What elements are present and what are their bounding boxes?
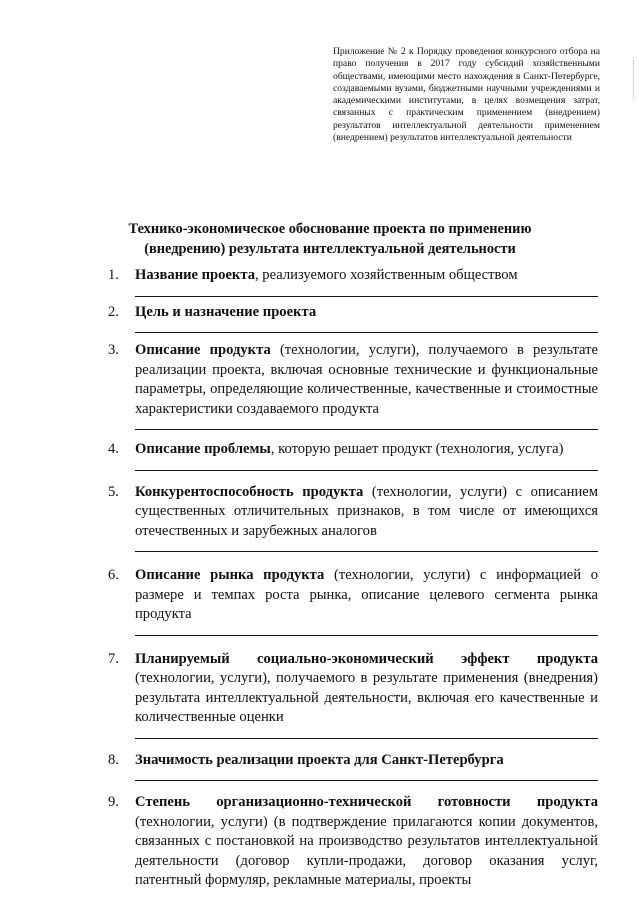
scan-edge-mark — [632, 60, 634, 100]
item-number: 4. — [108, 441, 119, 457]
list-item — [108, 266, 598, 286]
list-item — [108, 566, 598, 625]
answer-line — [135, 470, 598, 471]
item-number: 2. — [108, 303, 119, 320]
item-number: 3. — [108, 342, 119, 358]
answer-line — [135, 429, 598, 430]
item-number: 6. — [108, 567, 119, 583]
list-item — [108, 341, 598, 419]
list-item — [108, 303, 598, 323]
item-heading: Значимость реализации проекта для Санкт-Петербурга — [135, 751, 504, 768]
appendix-note: Приложение № 2 к Порядку проведения конкурсного отбора на право получения в 2017 году субсидий хозяйственными обществами, имеющими место нахождения в Санкт-Петербурге, создаваемыми вузами, бюджетными научными учреждениями и академическими институтами, в целях возмещения затрат, связанных с практическим применением (внедрением) результатов интеллектуальной деятельности применением (внедрением) результатов интеллектуальной деятельности — [333, 46, 600, 144]
item-number: 8. — [108, 751, 119, 768]
list-item — [108, 650, 598, 728]
item-text: (технологии, услуги) с информацией о размере и темпах роста рынка, описание целевого сегмента рынка продукта — [135, 567, 599, 622]
answer-line — [135, 551, 598, 552]
list-item — [108, 793, 598, 891]
item-heading: Цель и назначение проекта — [135, 303, 317, 320]
answer-line — [135, 296, 598, 297]
item-text: , которую решает продукт (технология, услуга) — [270, 441, 564, 457]
item-number: 7. — [108, 650, 119, 667]
item-text: (технологии, услуги) с описанием существенных отличительных признаков, в том числе от имеющихся отечественных и зарубежных аналогов — [135, 483, 598, 539]
answer-line — [135, 738, 598, 739]
item-heading: Описание проблемы — [135, 441, 271, 457]
answer-line — [135, 780, 598, 781]
item-heading: Степень организационно-технической готовности продукта — [135, 794, 598, 810]
item-list — [108, 266, 598, 891]
list-item — [108, 440, 598, 460]
answer-line — [135, 635, 598, 636]
answer-line — [135, 332, 598, 333]
item-number: 1. — [108, 267, 119, 283]
item-heading: Описание продукта — [135, 342, 271, 358]
item-text: , реализуемого хозяйственным обществом — [255, 267, 518, 283]
item-number: 5. — [108, 483, 119, 500]
item-text: (технологии, услуги) (в подтверждение прилагаются копии документов, связанных с постановкой на производство результатов интеллектуальной деятельности (договор купли-продажи, договор оказания услуг, патентный формуляр, рекламные материалы, проекты — [135, 813, 598, 888]
item-number: 9. — [108, 794, 119, 810]
item-text: (технологии, услуги), получаемого в результате реализации проекта, включая основные технические и функциональные параметры, определяющие количественные, качественные и стоимостные характеристики создаваемого продукта — [135, 342, 599, 417]
item-heading: Конкурентоспособность продукта — [135, 483, 364, 500]
item-text: (технологии, услуги), получаемого в результате применения (внедрения) результата интеллектуальной деятельности, включая его качественные и количественные оценки — [135, 670, 598, 725]
list-item — [108, 751, 598, 771]
item-heading: Планируемый социально-экономический эффект продукта — [135, 650, 598, 667]
document-title: Технико-экономическое обоснование проекта по применению (внедрению) результата интеллектуальной деятельности — [128, 221, 532, 257]
list-item — [108, 483, 598, 542]
item-heading: Название проекта — [135, 267, 255, 283]
item-heading: Описание рынка продукта — [135, 567, 325, 583]
